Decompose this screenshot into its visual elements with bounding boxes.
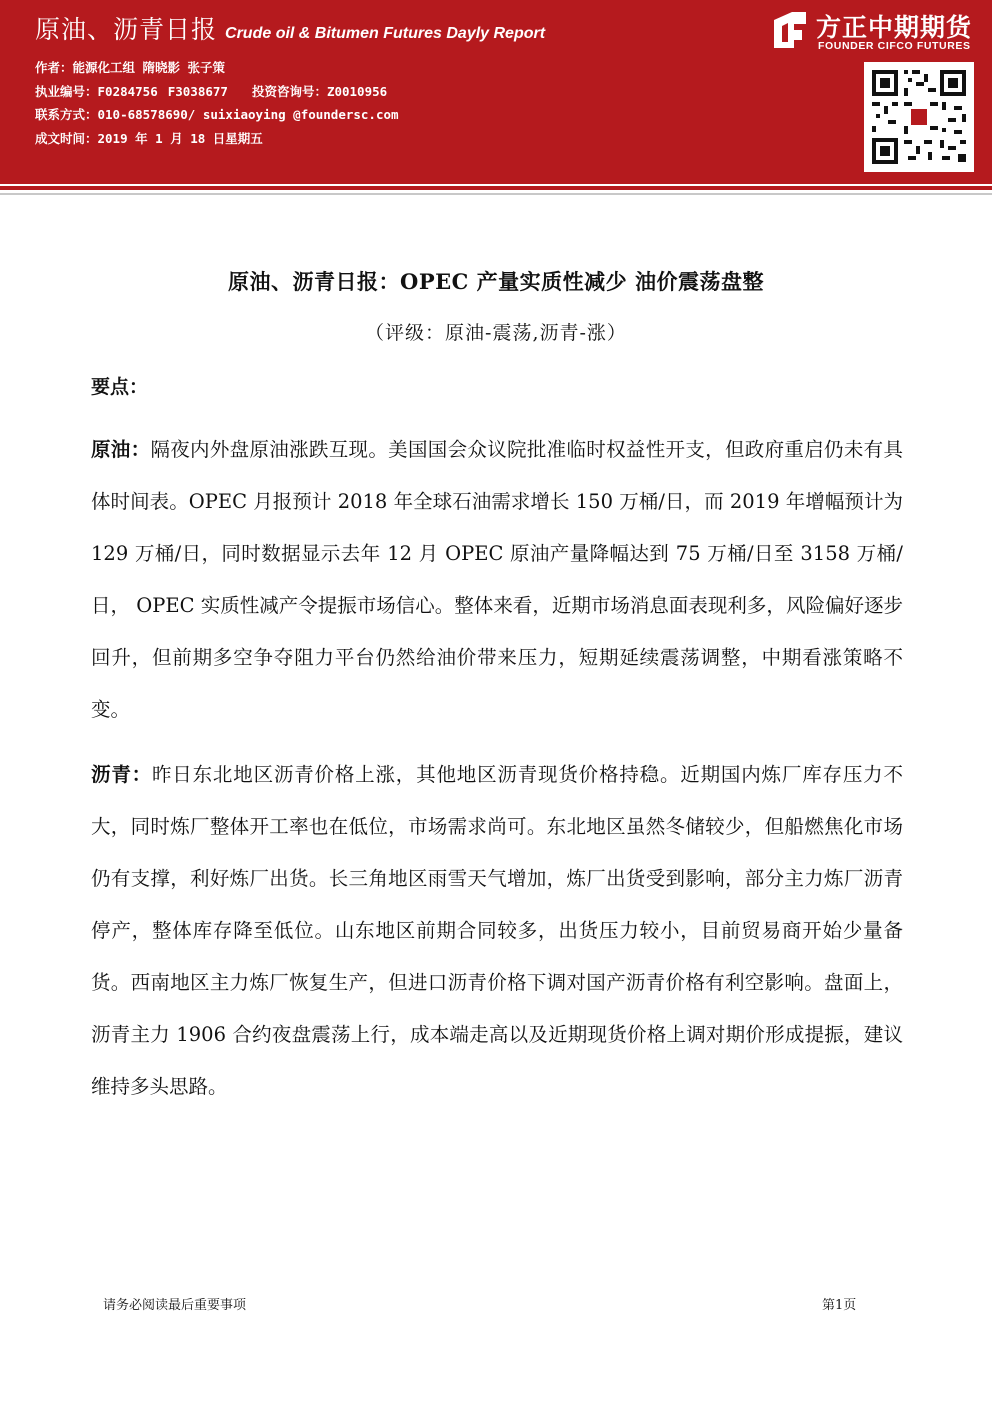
- crude-oil-label: 原油：: [91, 438, 151, 461]
- meta-license: [35, 80, 399, 104]
- header-divider: [0, 186, 992, 190]
- meta-advisory: 投资咨询号：Z0010956: [251, 83, 388, 99]
- crude-oil-text: 隔夜内外盘原油涨跌互现。美国国会众议院批准临时权益性开支，但政府重启仍未有具体时间表。OPEC 月报预计 2018 年全球石油需求增长 150 万桶/日，而 2019 年增幅预计为 129 万桶/日，同时数据显示去年 12 月 OPEC 原油产量降幅达到 75 万桶/日至 3158 万桶/日， OPEC 实质性减产令提振市场信心。整体来看，近期市场消息面表现利多，风险偏好逐步回升，但前期多空争夺阻力平台仍然给油价带来压力，短期延续震荡调整，中期看涨策略不变。: [91, 438, 903, 721]
- report-title-en: Crude oil & Bitumen Futures Dayly Report: [225, 25, 546, 42]
- meta-license-2: F3038677: [167, 83, 228, 99]
- keypoints-heading: 要点：: [91, 376, 149, 398]
- crude-oil-paragraph: [91, 424, 903, 736]
- document-rating: （评级：原油-震荡,沥青-涨）: [365, 322, 627, 344]
- qr-code-icon: [864, 62, 974, 172]
- founder-logo-icon: [770, 10, 810, 50]
- header-divider-grey: [0, 193, 992, 195]
- report-title: [35, 10, 545, 46]
- report-meta: [35, 56, 399, 150]
- meta-authors: 作者：能源化工组 隋晓影 张子策: [35, 60, 226, 75]
- footer-notice: 请务必阅读最后重要事项: [103, 1298, 247, 1313]
- report-title-cn: 原油、沥青日报: [35, 15, 218, 44]
- company-logo: [770, 8, 985, 56]
- report-header: [0, 0, 992, 184]
- logo-name-cn: 方正中期期货: [816, 13, 973, 42]
- page-number: 第1页: [822, 1298, 857, 1313]
- meta-license-label: 执业编号：: [35, 83, 98, 99]
- meta-date: 成文时间：2019 年 1 月 18 日星期五: [35, 130, 263, 146]
- bitumen-text: 昨日东北地区沥青价格上涨，其他地区沥青现货价格持稳。近期国内炼厂库存压力不大，同时炼厂整体开工率也在低位，市场需求尚可。东北地区虽然冬储较少，但船燃焦化市场仍有支撑，利好炼厂出货。长三角地区雨雪天气增加，炼厂出货受到影响，部分主力炼厂沥青停产，整体库存降至低位。山东地区前期合同较多，出货压力较小，目前贸易商开始少量备货。西南地区主力炼厂恢复生产，但进口沥青价格下调对国产沥青价格有利空影响。盘面上，沥青主力 1906 合约夜盘震荡上行，成本端走高以及近期现货价格上调对期价形成提振，建议维持多头思路。: [91, 763, 903, 1098]
- bitumen-label: 沥青：: [91, 763, 152, 786]
- logo-name-en: FOUNDER CIFCO FUTURES: [818, 40, 971, 52]
- bitumen-paragraph: [91, 749, 903, 1113]
- meta-contact: 联系方式：010-68578690/ suixiaoying @foundersc.com: [35, 107, 399, 122]
- document-title: 原油、沥青日报：OPEC 产量实质性减少 油价震荡盘整: [228, 269, 764, 294]
- meta-license-1: F0284756: [97, 83, 158, 99]
